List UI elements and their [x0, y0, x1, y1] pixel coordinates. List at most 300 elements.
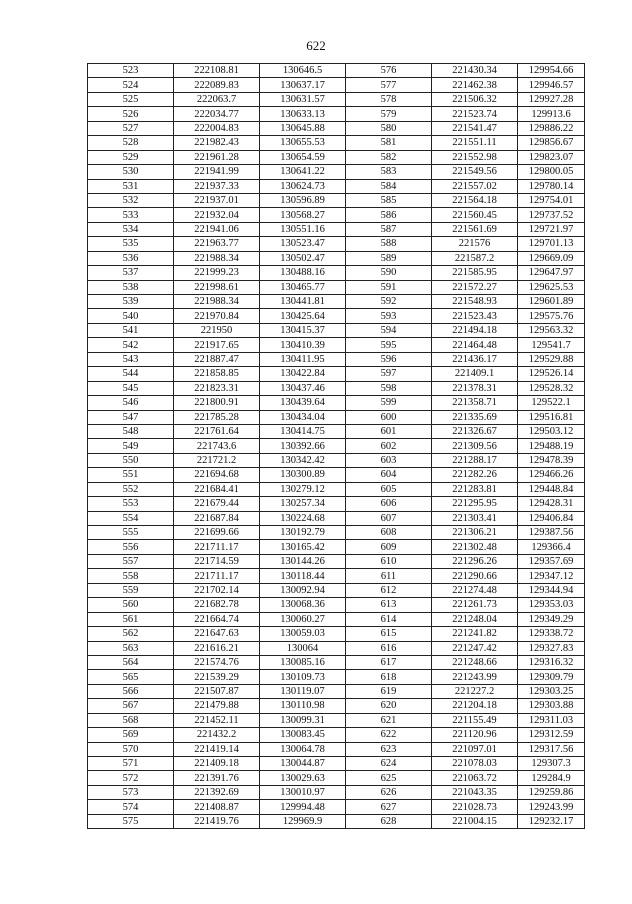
- y-coordinate-cell: 129701.13: [518, 237, 585, 251]
- x-coordinate-cell: 221982.43: [174, 136, 260, 150]
- point-number-cell: 576: [346, 64, 432, 78]
- x-coordinate-cell: 221932.04: [174, 208, 260, 222]
- y-coordinate-cell: 130523.47: [260, 237, 346, 251]
- table-row: [88, 280, 585, 294]
- y-coordinate-cell: 130633.13: [260, 107, 346, 121]
- point-number-cell: 541: [88, 323, 174, 337]
- table-row: [88, 78, 585, 92]
- point-number-cell: 569: [88, 728, 174, 742]
- point-number-cell: 566: [88, 684, 174, 698]
- table-row: [88, 627, 585, 641]
- y-coordinate-cell: 130465.77: [260, 280, 346, 294]
- y-coordinate-cell: 129317.56: [518, 742, 585, 756]
- x-coordinate-cell: 221155.49: [432, 713, 518, 727]
- x-coordinate-cell: 221303.41: [432, 511, 518, 525]
- y-coordinate-cell: 130192.79: [260, 526, 346, 540]
- point-number-cell: 600: [346, 410, 432, 424]
- y-coordinate-cell: 130144.26: [260, 554, 346, 568]
- point-number-cell: 527: [88, 121, 174, 135]
- x-coordinate-cell: 221561.69: [432, 222, 518, 236]
- point-number-cell: 620: [346, 699, 432, 713]
- y-coordinate-cell: 129478.39: [518, 453, 585, 467]
- point-number-cell: 555: [88, 526, 174, 540]
- point-number-cell: 550: [88, 453, 174, 467]
- table-row: [88, 785, 585, 799]
- x-coordinate-cell: 222108.81: [174, 64, 260, 78]
- table-row: [88, 453, 585, 467]
- y-coordinate-cell: 130437.46: [260, 381, 346, 395]
- y-coordinate-cell: 129823.07: [518, 150, 585, 164]
- y-coordinate-cell: 130410.39: [260, 338, 346, 352]
- point-number-cell: 596: [346, 352, 432, 366]
- point-number-cell: 625: [346, 771, 432, 785]
- x-coordinate-cell: 221282.26: [432, 468, 518, 482]
- point-number-cell: 556: [88, 540, 174, 554]
- y-coordinate-cell: 130568.27: [260, 208, 346, 222]
- x-coordinate-cell: 221699.66: [174, 526, 260, 540]
- x-coordinate-cell: 221241.82: [432, 627, 518, 641]
- x-coordinate-cell: 221761.64: [174, 424, 260, 438]
- x-coordinate-cell: 222089.83: [174, 78, 260, 92]
- table-row: [88, 179, 585, 193]
- x-coordinate-cell: 221647.63: [174, 627, 260, 641]
- y-coordinate-cell: 129541.7: [518, 338, 585, 352]
- x-coordinate-cell: 221097.01: [432, 742, 518, 756]
- point-number-cell: 570: [88, 742, 174, 756]
- y-coordinate-cell: 130029.63: [260, 771, 346, 785]
- x-coordinate-cell: 221043.35: [432, 785, 518, 799]
- table-row: [88, 208, 585, 222]
- y-coordinate-cell: 129448.84: [518, 482, 585, 496]
- y-coordinate-cell: 130596.89: [260, 193, 346, 207]
- x-coordinate-cell: 221436.17: [432, 352, 518, 366]
- table-row: [88, 540, 585, 554]
- y-coordinate-cell: 129856.67: [518, 136, 585, 150]
- y-coordinate-cell: 129428.31: [518, 497, 585, 511]
- x-coordinate-cell: 221479.88: [174, 699, 260, 713]
- x-coordinate-cell: 221523.43: [432, 309, 518, 323]
- x-coordinate-cell: 221378.31: [432, 381, 518, 395]
- point-number-cell: 578: [346, 92, 432, 106]
- table-row: [88, 251, 585, 265]
- table-row: [88, 800, 585, 814]
- y-coordinate-cell: 129913.6: [518, 107, 585, 121]
- x-coordinate-cell: 221309.56: [432, 439, 518, 453]
- point-number-cell: 606: [346, 497, 432, 511]
- y-coordinate-cell: 129327.83: [518, 641, 585, 655]
- x-coordinate-cell: 221988.34: [174, 295, 260, 309]
- table-row: [88, 266, 585, 280]
- table-row: [88, 323, 585, 337]
- point-number-cell: 543: [88, 352, 174, 366]
- table-row: [88, 410, 585, 424]
- x-coordinate-cell: 221585.95: [432, 266, 518, 280]
- table-row: [88, 136, 585, 150]
- table-row: [88, 64, 585, 78]
- x-coordinate-cell: 221999.23: [174, 266, 260, 280]
- point-number-cell: 618: [346, 670, 432, 684]
- x-coordinate-cell: 221120.96: [432, 728, 518, 742]
- point-number-cell: 608: [346, 526, 432, 540]
- x-coordinate-cell: 221409.1: [432, 367, 518, 381]
- x-coordinate-cell: 221261.73: [432, 598, 518, 612]
- y-coordinate-cell: 129259.86: [518, 785, 585, 799]
- y-coordinate-cell: 130645.88: [260, 121, 346, 135]
- point-number-cell: 563: [88, 641, 174, 655]
- point-number-cell: 573: [88, 785, 174, 799]
- y-coordinate-cell: 129338.72: [518, 627, 585, 641]
- x-coordinate-cell: 221004.15: [432, 814, 518, 828]
- point-number-cell: 598: [346, 381, 432, 395]
- x-coordinate-cell: 221616.21: [174, 641, 260, 655]
- x-coordinate-cell: 221937.33: [174, 179, 260, 193]
- y-coordinate-cell: 130279.12: [260, 482, 346, 496]
- x-coordinate-cell: 221290.66: [432, 569, 518, 583]
- y-coordinate-cell: 129721.97: [518, 222, 585, 236]
- point-number-cell: 605: [346, 482, 432, 496]
- y-coordinate-cell: 130488.16: [260, 266, 346, 280]
- y-coordinate-cell: 129969.9: [260, 814, 346, 828]
- x-coordinate-cell: 221998.61: [174, 280, 260, 294]
- point-number-cell: 597: [346, 367, 432, 381]
- y-coordinate-cell: 129353.03: [518, 598, 585, 612]
- x-coordinate-cell: 221288.17: [432, 453, 518, 467]
- x-coordinate-cell: 221541.47: [432, 121, 518, 135]
- point-number-cell: 526: [88, 107, 174, 121]
- x-coordinate-cell: 221227.2: [432, 684, 518, 698]
- x-coordinate-cell: 221494.18: [432, 323, 518, 337]
- x-coordinate-cell: 221679.44: [174, 497, 260, 511]
- point-number-cell: 591: [346, 280, 432, 294]
- y-coordinate-cell: 130010.97: [260, 785, 346, 799]
- y-coordinate-cell: 130099.31: [260, 713, 346, 727]
- point-number-cell: 534: [88, 222, 174, 236]
- point-number-cell: 589: [346, 251, 432, 265]
- x-coordinate-cell: 221063.72: [432, 771, 518, 785]
- y-coordinate-cell: 129344.94: [518, 583, 585, 597]
- point-number-cell: 595: [346, 338, 432, 352]
- table-row: [88, 439, 585, 453]
- x-coordinate-cell: 221243.99: [432, 670, 518, 684]
- point-number-cell: 581: [346, 136, 432, 150]
- point-number-cell: 588: [346, 237, 432, 251]
- x-coordinate-cell: 222063.7: [174, 92, 260, 106]
- y-coordinate-cell: 129466.26: [518, 468, 585, 482]
- point-number-cell: 553: [88, 497, 174, 511]
- point-number-cell: 613: [346, 598, 432, 612]
- y-coordinate-cell: 130502.47: [260, 251, 346, 265]
- y-coordinate-cell: 130631.57: [260, 92, 346, 106]
- y-coordinate-cell: 129754.01: [518, 193, 585, 207]
- point-number-cell: 583: [346, 165, 432, 179]
- x-coordinate-cell: 221326.67: [432, 424, 518, 438]
- point-number-cell: 580: [346, 121, 432, 135]
- point-number-cell: 592: [346, 295, 432, 309]
- table-row: [88, 309, 585, 323]
- point-number-cell: 523: [88, 64, 174, 78]
- point-number-cell: 533: [88, 208, 174, 222]
- y-coordinate-cell: 129800.05: [518, 165, 585, 179]
- table-row: [88, 381, 585, 395]
- y-coordinate-cell: 130300.89: [260, 468, 346, 482]
- x-coordinate-cell: 221937.01: [174, 193, 260, 207]
- point-number-cell: 575: [88, 814, 174, 828]
- point-number-cell: 544: [88, 367, 174, 381]
- x-coordinate-cell: 221248.04: [432, 612, 518, 626]
- y-coordinate-cell: 130414.75: [260, 424, 346, 438]
- table-row: [88, 728, 585, 742]
- x-coordinate-cell: 221552.98: [432, 150, 518, 164]
- point-number-cell: 621: [346, 713, 432, 727]
- point-number-cell: 557: [88, 554, 174, 568]
- point-number-cell: 572: [88, 771, 174, 785]
- x-coordinate-cell: 221682.78: [174, 598, 260, 612]
- x-coordinate-cell: 221306.21: [432, 526, 518, 540]
- point-number-cell: 551: [88, 468, 174, 482]
- x-coordinate-cell: 221391.76: [174, 771, 260, 785]
- table-row: [88, 338, 585, 352]
- x-coordinate-cell: 221988.34: [174, 251, 260, 265]
- point-number-cell: 616: [346, 641, 432, 655]
- x-coordinate-cell: 221941.99: [174, 165, 260, 179]
- x-coordinate-cell: 221684.41: [174, 482, 260, 496]
- table-row: [88, 526, 585, 540]
- y-coordinate-cell: 130060.27: [260, 612, 346, 626]
- y-coordinate-cell: 130551.16: [260, 222, 346, 236]
- point-number-cell: 535: [88, 237, 174, 251]
- y-coordinate-cell: 130165.42: [260, 540, 346, 554]
- point-number-cell: 584: [346, 179, 432, 193]
- y-coordinate-cell: 130083.45: [260, 728, 346, 742]
- y-coordinate-cell: 130085.16: [260, 655, 346, 669]
- x-coordinate-cell: 221430.34: [432, 64, 518, 78]
- table-row: [88, 482, 585, 496]
- x-coordinate-cell: 221711.17: [174, 569, 260, 583]
- table-row: [88, 424, 585, 438]
- x-coordinate-cell: 221721.2: [174, 453, 260, 467]
- point-number-cell: 560: [88, 598, 174, 612]
- x-coordinate-cell: 221295.95: [432, 497, 518, 511]
- point-number-cell: 619: [346, 684, 432, 698]
- table-row: [88, 612, 585, 626]
- y-coordinate-cell: 129316.32: [518, 655, 585, 669]
- y-coordinate-cell: 130654.59: [260, 150, 346, 164]
- y-coordinate-cell: 129347.12: [518, 569, 585, 583]
- x-coordinate-cell: 221462.38: [432, 78, 518, 92]
- y-coordinate-cell: 129601.89: [518, 295, 585, 309]
- x-coordinate-cell: 221548.93: [432, 295, 518, 309]
- point-number-cell: 565: [88, 670, 174, 684]
- y-coordinate-cell: 129232.17: [518, 814, 585, 828]
- y-coordinate-cell: 129503.12: [518, 424, 585, 438]
- y-coordinate-cell: 129488.19: [518, 439, 585, 453]
- x-coordinate-cell: 221248.66: [432, 655, 518, 669]
- y-coordinate-cell: 130422.84: [260, 367, 346, 381]
- y-coordinate-cell: 129284.9: [518, 771, 585, 785]
- table-row: [88, 107, 585, 121]
- y-coordinate-cell: 129303.25: [518, 684, 585, 698]
- table-row: [88, 583, 585, 597]
- y-coordinate-cell: 130059.03: [260, 627, 346, 641]
- point-number-cell: 548: [88, 424, 174, 438]
- x-coordinate-cell: 221823.31: [174, 381, 260, 395]
- x-coordinate-cell: 221711.17: [174, 540, 260, 554]
- y-coordinate-cell: 130439.64: [260, 396, 346, 410]
- table-row: [88, 641, 585, 655]
- table-row: [88, 684, 585, 698]
- point-number-cell: 554: [88, 511, 174, 525]
- point-number-cell: 525: [88, 92, 174, 106]
- y-coordinate-cell: 129357.69: [518, 554, 585, 568]
- point-number-cell: 568: [88, 713, 174, 727]
- table-row: [88, 150, 585, 164]
- table-row: [88, 598, 585, 612]
- point-number-cell: 529: [88, 150, 174, 164]
- point-number-cell: 579: [346, 107, 432, 121]
- table-row: [88, 193, 585, 207]
- x-coordinate-cell: 221858.85: [174, 367, 260, 381]
- y-coordinate-cell: 129780.14: [518, 179, 585, 193]
- x-coordinate-cell: 221572.27: [432, 280, 518, 294]
- y-coordinate-cell: 130064: [260, 641, 346, 655]
- y-coordinate-cell: 129312.59: [518, 728, 585, 742]
- point-number-cell: 623: [346, 742, 432, 756]
- point-number-cell: 587: [346, 222, 432, 236]
- x-coordinate-cell: 221702.14: [174, 583, 260, 597]
- point-number-cell: 593: [346, 309, 432, 323]
- y-coordinate-cell: 129575.76: [518, 309, 585, 323]
- point-number-cell: 545: [88, 381, 174, 395]
- y-coordinate-cell: 130415.37: [260, 323, 346, 337]
- y-coordinate-cell: 129303.88: [518, 699, 585, 713]
- point-number-cell: 524: [88, 78, 174, 92]
- table-row: [88, 295, 585, 309]
- point-number-cell: 559: [88, 583, 174, 597]
- x-coordinate-cell: 221507.87: [174, 684, 260, 698]
- point-number-cell: 604: [346, 468, 432, 482]
- y-coordinate-cell: 129625.53: [518, 280, 585, 294]
- point-number-cell: 546: [88, 396, 174, 410]
- coordinates-table: [87, 63, 585, 829]
- point-number-cell: 531: [88, 179, 174, 193]
- x-coordinate-cell: 221587.2: [432, 251, 518, 265]
- point-number-cell: 602: [346, 439, 432, 453]
- x-coordinate-cell: 221523.74: [432, 107, 518, 121]
- x-coordinate-cell: 221664.74: [174, 612, 260, 626]
- point-number-cell: 585: [346, 193, 432, 207]
- point-number-cell: 582: [346, 150, 432, 164]
- table-row: [88, 222, 585, 236]
- table-row: [88, 670, 585, 684]
- x-coordinate-cell: 221408.87: [174, 800, 260, 814]
- y-coordinate-cell: 129516.81: [518, 410, 585, 424]
- x-coordinate-cell: 221694.68: [174, 468, 260, 482]
- y-coordinate-cell: 130257.34: [260, 497, 346, 511]
- point-number-cell: 586: [346, 208, 432, 222]
- x-coordinate-cell: 221464.48: [432, 338, 518, 352]
- point-number-cell: 552: [88, 482, 174, 496]
- table-row: [88, 468, 585, 482]
- y-coordinate-cell: 129563.32: [518, 323, 585, 337]
- x-coordinate-cell: 221409.18: [174, 757, 260, 771]
- point-number-cell: 540: [88, 309, 174, 323]
- y-coordinate-cell: 129349.29: [518, 612, 585, 626]
- point-number-cell: 564: [88, 655, 174, 669]
- y-coordinate-cell: 130646.5: [260, 64, 346, 78]
- x-coordinate-cell: 221452.11: [174, 713, 260, 727]
- x-coordinate-cell: 221283.81: [432, 482, 518, 496]
- x-coordinate-cell: 221204.18: [432, 699, 518, 713]
- x-coordinate-cell: 221785.28: [174, 410, 260, 424]
- table-row: [88, 655, 585, 669]
- point-number-cell: 532: [88, 193, 174, 207]
- y-coordinate-cell: 129737.52: [518, 208, 585, 222]
- table-row: [88, 554, 585, 568]
- point-number-cell: 617: [346, 655, 432, 669]
- table-row: [88, 713, 585, 727]
- y-coordinate-cell: 129886.22: [518, 121, 585, 135]
- y-coordinate-cell: 129669.09: [518, 251, 585, 265]
- x-coordinate-cell: 221800.91: [174, 396, 260, 410]
- x-coordinate-cell: 221419.76: [174, 814, 260, 828]
- table-row: [88, 814, 585, 828]
- point-number-cell: 626: [346, 785, 432, 799]
- point-number-cell: 577: [346, 78, 432, 92]
- table-row: [88, 92, 585, 106]
- y-coordinate-cell: 129406.84: [518, 511, 585, 525]
- point-number-cell: 574: [88, 800, 174, 814]
- y-coordinate-cell: 130641.22: [260, 165, 346, 179]
- x-coordinate-cell: 221887.47: [174, 352, 260, 366]
- y-coordinate-cell: 129243.99: [518, 800, 585, 814]
- point-number-cell: 530: [88, 165, 174, 179]
- y-coordinate-cell: 130342.42: [260, 453, 346, 467]
- y-coordinate-cell: 129526.14: [518, 367, 585, 381]
- point-number-cell: 628: [346, 814, 432, 828]
- point-number-cell: 609: [346, 540, 432, 554]
- y-coordinate-cell: 129311.03: [518, 713, 585, 727]
- point-number-cell: 601: [346, 424, 432, 438]
- table-row: [88, 511, 585, 525]
- point-number-cell: 547: [88, 410, 174, 424]
- x-coordinate-cell: 221917.65: [174, 338, 260, 352]
- point-number-cell: 562: [88, 627, 174, 641]
- x-coordinate-cell: 221247.42: [432, 641, 518, 655]
- x-coordinate-cell: 221549.56: [432, 165, 518, 179]
- x-coordinate-cell: 221687.84: [174, 511, 260, 525]
- page-number: 622: [306, 38, 326, 53]
- point-number-cell: 603: [346, 453, 432, 467]
- point-number-cell: 590: [346, 266, 432, 280]
- point-number-cell: 542: [88, 338, 174, 352]
- x-coordinate-cell: 221576: [432, 237, 518, 251]
- x-coordinate-cell: 221358.71: [432, 396, 518, 410]
- y-coordinate-cell: 130392.66: [260, 439, 346, 453]
- y-coordinate-cell: 129994.48: [260, 800, 346, 814]
- y-coordinate-cell: 130044.87: [260, 757, 346, 771]
- point-number-cell: 611: [346, 569, 432, 583]
- x-coordinate-cell: 221392.69: [174, 785, 260, 799]
- x-coordinate-cell: 221714.59: [174, 554, 260, 568]
- y-coordinate-cell: 130224.68: [260, 511, 346, 525]
- x-coordinate-cell: 221419.14: [174, 742, 260, 756]
- y-coordinate-cell: 129387.56: [518, 526, 585, 540]
- x-coordinate-cell: 221296.26: [432, 554, 518, 568]
- y-coordinate-cell: 130110.98: [260, 699, 346, 713]
- x-coordinate-cell: 221560.45: [432, 208, 518, 222]
- point-number-cell: 528: [88, 136, 174, 150]
- point-number-cell: 607: [346, 511, 432, 525]
